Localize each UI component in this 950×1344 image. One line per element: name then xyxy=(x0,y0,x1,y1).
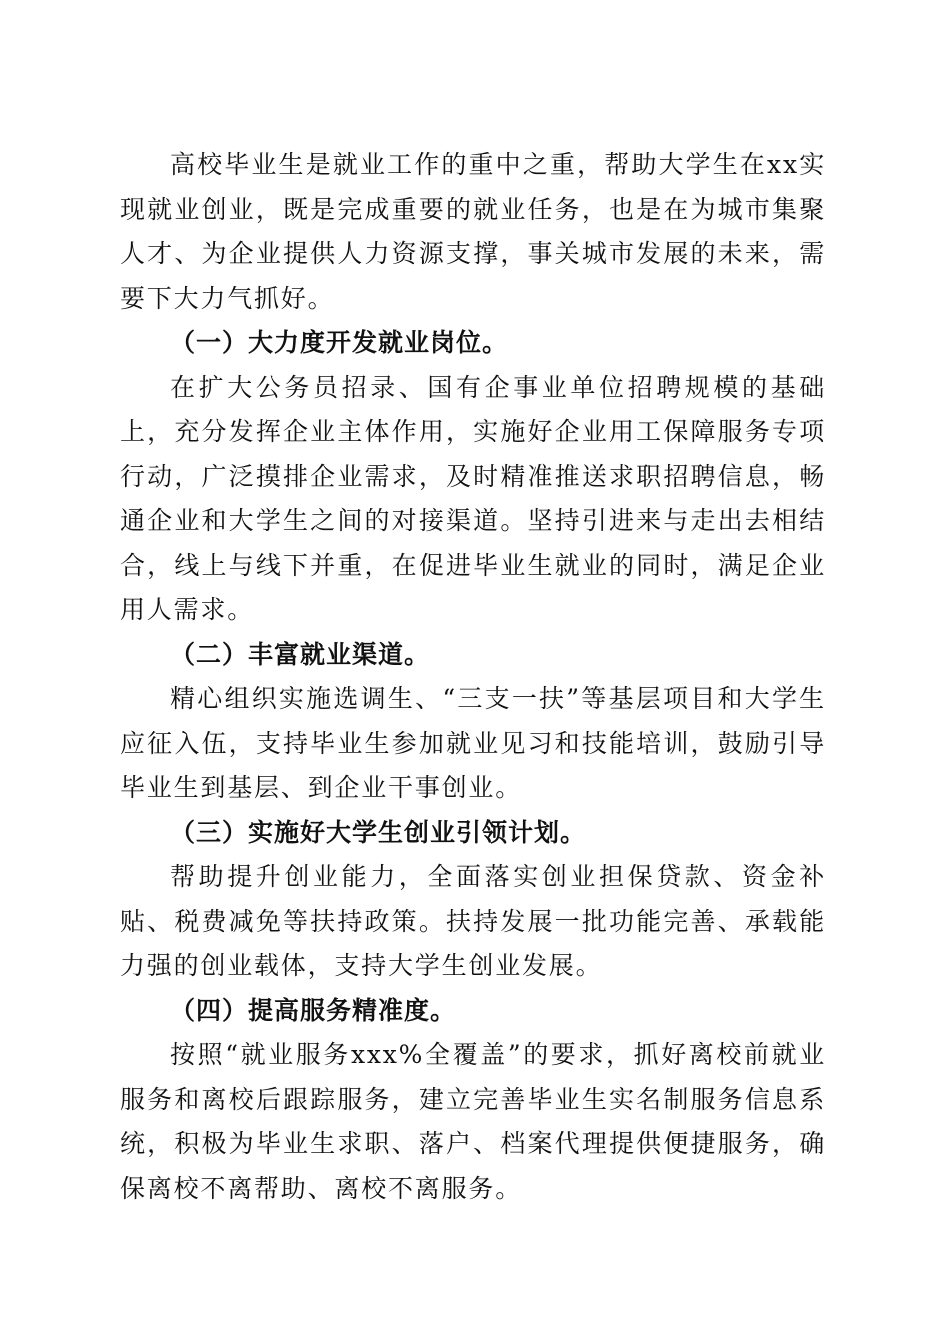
section-2-paragraph: 精心组织实施选调生、“三支一扶”等基层项目和大学生应征入伍，支持毕业生参加就业见习和技能培训，鼓励引导毕业生到基层、到企业干事创业。 xyxy=(120,684,826,802)
section-2-heading: （二）丰富就业渠道。 xyxy=(170,639,431,669)
section-4-paragraph: 按照“就业服务xxx%全覆盖”的要求，抓好离校前就业服务和离校后跟踪服务，建立完善毕业生实名制服务信息系统，积极为毕业生求职、落户、档案代理提供便捷服务，确保离校不离帮助、离校不离服务。 xyxy=(120,1040,826,1203)
document-body xyxy=(120,143,826,1211)
section-1-heading: （一）大力度开发就业岗位。 xyxy=(170,328,509,357)
section-4-heading: （四）提高服务精准度。 xyxy=(170,995,457,1025)
intro-paragraph: 高校毕业生是就业工作的重中之重，帮助大学生在xx实现就业创业，既是完成重要的就业任务，也是在为城市集聚人才、为企业提供人力资源支撑，事关城市发展的未来，需要下大力气抓好。 xyxy=(120,150,826,313)
section-3-heading: （三）实施好大学生创业引领计划。 xyxy=(170,817,587,847)
section-1-paragraph: 在扩大公务员招录、国有企事业单位招聘规模的基础上，充分发挥企业主体作用，实施好企业用工保障服务专项行动，广泛摸排企业需求，及时精准推送求职招聘信息，畅通企业和大学生之间的对接渠道。坚持引进来与走出去相结合，线上与线下并重，在促进毕业生就业的同时，满足企业用人需求。 xyxy=(120,372,826,624)
section-3-paragraph: 帮助提升创业能力，全面落实创业担保贷款、资金补贴、税费减免等扶持政策。扶持发展一批功能完善、承载能力强的创业载体，支持大学生创业发展。 xyxy=(120,862,826,980)
